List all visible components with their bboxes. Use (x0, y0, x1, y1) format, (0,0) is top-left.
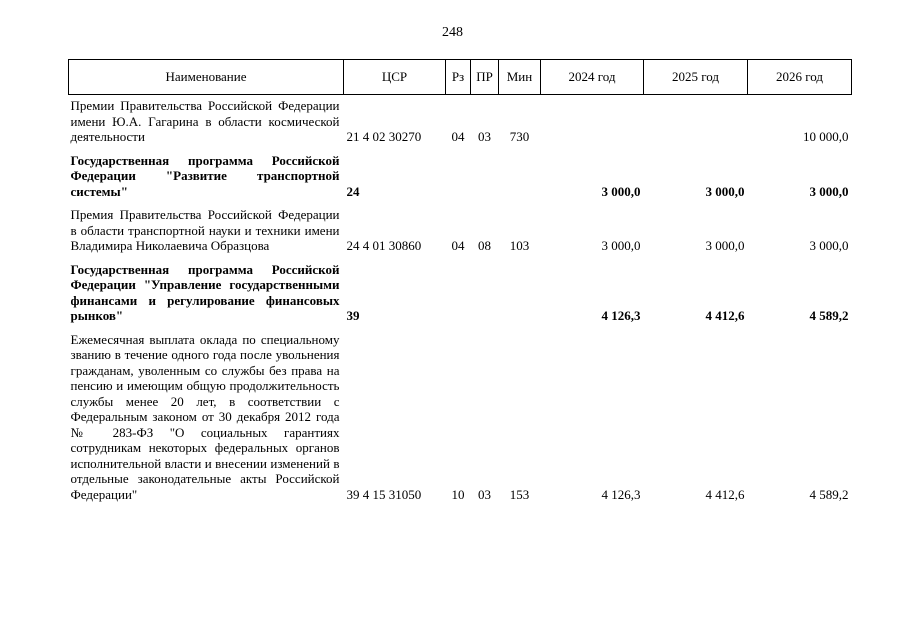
row-name: Ежемесячная выплата оклада по специальному званию в течение одного года после увольнения гражданам, уволенным со службы без права на пенсию и имеющим общую продолжительность службы менее 20 лет, в соответствии с Федеральным законом от 30 декабря 2012 года № 283-ФЗ "О социальных гарантиях сотрудникам некоторых федеральных органов исполнительной власти и внесении изменений в отдельные законодательные акты Российской Федерации" (70, 331, 340, 502)
table-row-program (69, 260, 852, 330)
row-2025: 4 412,6 (705, 308, 745, 323)
header-2026: 2026 год (748, 60, 852, 95)
header-rz: Рз (446, 60, 471, 95)
row-2024: 4 126,3 (601, 486, 641, 502)
row-pr: 03 (478, 486, 491, 502)
row-csr: 24 4 01 30860 (346, 238, 422, 253)
row-csr: 24 (346, 183, 360, 199)
header-pr: ПР (471, 60, 499, 95)
row-min: 153 (509, 486, 530, 502)
row-rz: 04 (451, 129, 465, 144)
row-2026: 10 000,0 (803, 129, 849, 144)
row-rz: 10 (451, 486, 465, 502)
row-pr (471, 151, 499, 206)
row-pr: 03 (478, 129, 491, 144)
row-name: Государственная программа Российской Федерации "Развитие транспортной системы" (70, 152, 340, 199)
header-name: Наименование (69, 60, 344, 95)
row-2024: 3 000,0 (601, 238, 641, 253)
row-min: 730 (509, 129, 530, 144)
table-row (69, 95, 852, 151)
row-csr: 39 4 15 31050 (346, 486, 422, 502)
table-row (69, 205, 852, 260)
header-2024: 2024 год (541, 60, 644, 95)
row-name: Премия Правительства Российской Федерации в области транспортной науки и техники имени Владимира Николаевича Образцова (70, 207, 340, 253)
row-2025 (644, 95, 748, 151)
row-2026: 4 589,2 (809, 486, 849, 502)
row-min (499, 260, 541, 330)
row-2025: 3 000,0 (705, 238, 745, 253)
row-min: 103 (509, 238, 530, 253)
row-2024: 3 000,0 (601, 183, 641, 199)
row-pr (471, 260, 499, 330)
table-row (69, 330, 852, 509)
row-2024: 4 126,3 (601, 308, 641, 323)
row-csr: 39 (346, 308, 360, 323)
row-rz (446, 260, 471, 330)
header-min: Мин (499, 60, 541, 95)
row-csr: 21 4 02 30270 (346, 129, 422, 144)
row-2024 (541, 95, 644, 151)
row-2026: 3 000,0 (809, 183, 849, 199)
row-pr: 08 (478, 238, 491, 253)
row-rz: 04 (451, 238, 465, 253)
row-rz (446, 151, 471, 206)
table-header-row (69, 60, 852, 95)
row-2025: 3 000,0 (705, 183, 745, 199)
row-name: Государственная программа Российской Федерации "Управление государственными финансами и регулирование финансовых рынков" (70, 261, 340, 323)
row-min (499, 151, 541, 206)
table-row-program (69, 151, 852, 206)
row-name: Премии Правительства Российской Федерации имени Ю.А. Гагарина в области космической деятельности (70, 98, 340, 144)
row-2026: 4 589,2 (809, 308, 849, 323)
header-csr: ЦСР (344, 60, 446, 95)
header-2025: 2025 год (644, 60, 748, 95)
row-2026: 3 000,0 (809, 238, 849, 253)
row-2025: 4 412,6 (705, 486, 745, 502)
budget-table (68, 59, 852, 508)
page-number: 248 (442, 25, 463, 40)
